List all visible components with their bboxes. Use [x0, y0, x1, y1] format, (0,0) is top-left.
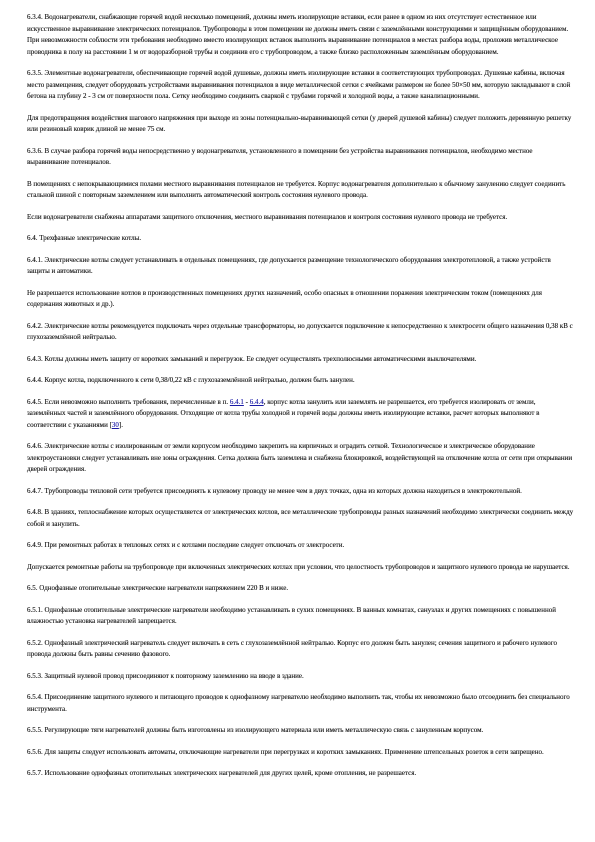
paragraph-text: 6.4.1. Электрические котлы следует устанавливать в отдельных помещениях, где допускается размещение технологического оборудования электротепловой, а также устройств защиты и автоматики.: [27, 255, 551, 275]
paragraph-p64: [27, 233, 575, 245]
paragraph-p654: [27, 692, 575, 715]
paragraph-text: -: [243, 397, 250, 406]
paragraph-p646: [27, 441, 575, 476]
paragraph-text: 6.5.6. Для защиты следует использовать автоматы, отключающие нагреватели при перегрузках и коротких замыканиях. Применение штепсельных розеток в сети запрещено.: [27, 747, 544, 756]
paragraph-p649: [27, 540, 575, 552]
paragraph-p643: [27, 354, 575, 366]
paragraph-p645: [27, 397, 575, 432]
paragraph-text: Не разрешается использование котлов в производственных помещениях других назначений, особо опасных в отношении поражения электрическим током (помещениях для содержания животных и др.).: [27, 288, 542, 308]
reference-link[interactable]: 30: [111, 420, 119, 429]
paragraph-p649b: [27, 562, 575, 574]
paragraph-text: 6.4.2. Электрические котлы рекомендуется подключать через отдельные трансформаторы, но допускается подключение к непосредственно к электросети общего назначения 0,38 кВ с глухозаземлённой нейтралью.: [27, 321, 573, 341]
paragraph-p652: [27, 638, 575, 661]
paragraph-p644: [27, 375, 575, 387]
paragraph-text: В помещениях с непокрывающимися полами местного выравнивания потенциалов не требуется. Корпус водонагревателя дополнительно к обычному занулению следует соединить стальной шиной с повторным заземлением или выполнить автоматический контроль состояния нулевого провода.: [27, 179, 566, 199]
paragraph-text: 6.4.5. Если невозможно выполнить требования, перечисленные в п.: [27, 397, 230, 406]
paragraph-text: 6.4.6. Электрические котлы с изолированным от земли корпусом необходимо закрепить на кирпичных и оградить сеткой. Технологическое и электрическое оборудование электроустановки следует устанавливать вне зоны ограждения. Сетка должна быть заземлена и снабжена блокировкой, воздействующей на отключение котла от сети при открывании дверей ограждения.: [27, 442, 573, 473]
paragraph-text: 6.5.1. Однофазные отопительные электрические нагреватели необходимо устанавливать в сухих помещениях. В ванных комнатах, санузлах и других помещениях с повышенной влажностью установка нагревателей запрещается.: [27, 605, 557, 625]
paragraph-text: 6.4.8. В зданиях, теплоснабжение которых осуществляется от электрических котлов, все металлические трубопроводы разных назначений необходимо электрически соединить между собой и занулить.: [27, 508, 574, 528]
paragraph-p636: [27, 146, 575, 169]
paragraph-text: , корпус котла занулить или заземлять не разрешается, его требуется изолировать от земли, заземлённых частей и заземлённого оборудования. Отходящие от котла трубы холодной и горячей воды должны иметь изолирующие вставки, расчет которых выполняют в соответствии с указаниями [: [27, 397, 540, 429]
paragraph-p641: [27, 255, 575, 278]
paragraph-text: 6.4.7. Трубопроводы тепловой сети требуется присоединять к нулевому проводу не менее чем в двух точках, одна из которых должна находиться в электрокотельной.: [27, 486, 522, 495]
paragraph-text: Если водонагреватели снабжены аппаратами защитного отключения, местного выравнивания потенциалов и контроля состояния нулевого провода не требуется.: [27, 212, 508, 221]
paragraph-p648: [27, 507, 575, 530]
paragraph-p657: [27, 768, 575, 780]
paragraph-text: 6.5.2. Однофазный электрический нагреватель следует включать в сеть с глухозаземлённой нейтралью. Корпус его должен быть занулен; сечения защитного и рабочего нулевого провода должны быть равны сечению фазового.: [27, 638, 558, 658]
paragraph-text: 6.4. Трехфазные электрические котлы.: [27, 234, 142, 242]
document-body: [27, 12, 575, 780]
paragraph-text: ].: [118, 420, 123, 429]
paragraph-p636a: [27, 113, 575, 136]
paragraph-p642: [27, 321, 575, 344]
paragraph-p656: [27, 747, 575, 759]
paragraph-p6355: [27, 68, 575, 103]
paragraph-text: 6.3.5. Элементные водонагреватели, обеспечивающие горячей водой душевые, должны иметь изолирующие вставки в соответствующих трубопроводах. Душевые кабины, включая место размещения, следует оборудовать устройствами выравнивания потенциалов в виде металлической сетки с ячейками размером не более 50×50 мм, которую закладывают в слой бетона на глубину 2 - 3 см от поверхности пола. Сетку необходимо соединить сваркой с трубами горячей и холодной воды, а также канализационными.: [27, 69, 571, 100]
paragraph-text: 6.3.4. Водонагреватели, снабжающие горячей водой несколько помещений, должны иметь изолирующие вставки, если ранее в одном из них отсутствует естественное или искусственное выравнивание электрических потенциалов. Трубопроводы в этом помещении не должны иметь связи с заземлёнными конструкциями и защищённым оборудованием. При невозможности соблюсти эти требования необходимо вместо изолирующих вставок выполнить выравнивание потенциалов в местах разбора воды, проложив металлическое проводника в полу на расстоянии 1 м от водоразборной трубы и соединив его с трубопроводом, а также близко расположенным заземлённым оборудованием.: [27, 13, 569, 56]
paragraph-p655: [27, 725, 575, 737]
reference-link[interactable]: 6.4.4: [249, 397, 264, 406]
paragraph-text: 6.4.9. При ремонтных работах в тепловых сетях и с котлами последние следует отключать от электросети.: [27, 541, 345, 549]
paragraph-text: 6.4.4. Корпус котла, подключенного к сети 0,38/0,22 кВ с глухозаземлённой нейтралью, должен быть занулен.: [27, 376, 355, 384]
paragraph-p638: [27, 212, 575, 224]
paragraph-p65: [27, 583, 575, 595]
paragraph-text: 6.5.7. Использование однофазных отопительных электрических нагревателей для других целей, кроме отопления, не разрешается.: [27, 769, 417, 777]
paragraph-text: 6.4.3. Котлы должны иметь защиту от коротких замыканий и перегрузок. Ее следует осуществлять трехполюсными автоматическими выключателями.: [27, 354, 477, 363]
reference-link[interactable]: 6.4.1: [229, 397, 244, 406]
paragraph-text: Для предотвращения воздействия шагового напряжения при выходе из зоны потенциально-выравнивающей сетки (у дверей душевой кабины) следует положить деревянную решетку или резиновый коврик длиной не менее 75 см.: [27, 113, 572, 133]
paragraph-p653: [27, 671, 575, 683]
paragraph-text: Допускается ремонтные работы на трубопроводе при включенных электрических котлах при условии, что целостность трубопроводов и защитного нулевого провода не нарушается.: [27, 562, 570, 571]
paragraph-text: 6.3.6. В случае разбора горячей воды непосредственно у водонагревателя, установленного в помещении без устройства выравнивания потенциалов, необходимо местное выравнивание потенциалов.: [27, 146, 533, 166]
paragraph-p637: [27, 179, 575, 202]
paragraph-p641b: [27, 288, 575, 311]
paragraph-p651: [27, 605, 575, 628]
paragraph-text: 6.5. Однофазные отопительные электрические нагреватели напряжением 220 В и ниже.: [27, 584, 289, 592]
paragraph-text: 6.5.4. Присоединение защитного нулевого и питающего проводов к однофазному нагревателю необходимо выполнить так, чтобы их невозможно было отсоединить без специального инструмента.: [27, 693, 570, 713]
paragraph-p647: [27, 486, 575, 498]
paragraph-p635: [27, 12, 575, 58]
paragraph-text: 6.5.5. Регулирующие тяги нагревателей должны быть изготовлены из изолирующего материала или иметь металлическую связь с зануленным корпусом.: [27, 726, 484, 734]
paragraph-text: 6.5.3. Защитный нулевой провод присоединяют к повторному заземлению на вводе в здание.: [27, 671, 304, 680]
